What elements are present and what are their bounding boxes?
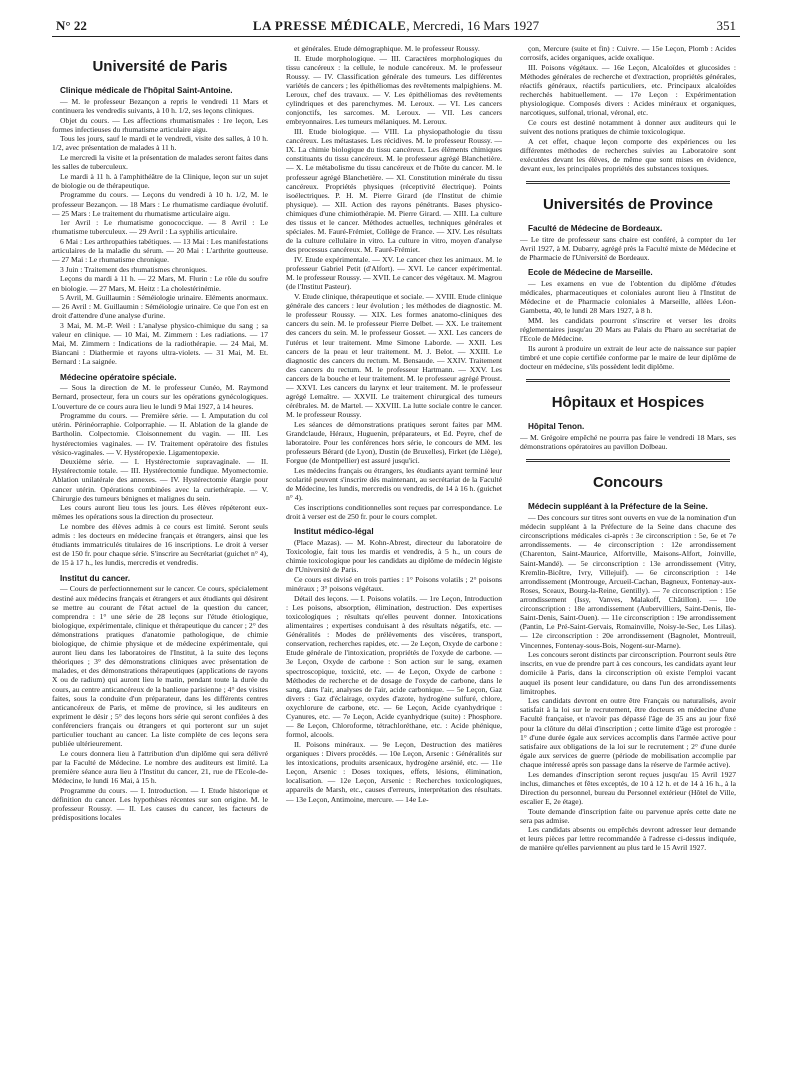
section-heading-hopitaux: Hôpitaux et Hospices [551,394,705,412]
paragraph: MM. les candidats pourront s'inscrire et verser les droits réglementaires jusqu'au 20 Mars au Palais du Pharo au secrétariat de l'Ecole de Médecine. [520,315,736,344]
paragraph: Les candidats devront en outre être Français ou naturalisés, avoir satisfait à la loi sur le recrutement, être docteurs en médecine d'une Faculté française, et n'avoir pas dépassé l'âge de 35 ans au jour fixé pour la clôture du délai d'inscription ; cette limite d'âge est prorogée : 1° d'une durée égale aux services accomplis dans l'armée active pour satisfaire aux obligations de la loi sur le recrutement ; 2° d'une durée égale aux services de guerre (période de mobilisation accomplie par chaque intéressé après son passage dans la réserve de l'armée active). [520,696,736,769]
paragraph: Détail des leçons. — I. Poisons volatils. — 1re Leçon, Introduction : Les poisons, absorption, élimination, destruction. Des expertises toxicologiques ; résultats qu'elles peuvent donner. Intoxications alimentaires ; expertises conduisant à des résultats négatifs, etc. — Généralités : Modes de prélèvements des viscères, transport, conservation, recherches rapides, etc. — 2e Leçon, Oxyde de carbone : Etude générale de l'intoxication, propriétés de l'oxyde de carbone. — 3e Leçon, Oxyde de carbone : Son action sur le sang, examen spectroscopique, toxicité, etc. — 4e Leçon, Oxyde de carbone : Méthodes de recherche et de dosage de l'oxyde de carbone, dans le sang, dans l'air, analyses de l'air, acide carbonique. — 5e Leçon, Gaz divers : Gaz d'éclairage, oxydes d'azote, hydrogène sulfuré, chlore, oxychlorure de carbone, etc. — 6e Leçon, Acide cyanhydrique : Cyanures, etc. — 7e Leçon, Acide cyanhydrique (suite) : Phosphore. — 8e Leçon, Chloroforme, tétrachloréthane, etc. : Acide phénique, formol, alcools. [286,593,502,740]
paragraph: Programme du cours. — I. Introduction. — I. Etude historique et définition du cancer. Les hypothèses récentes sur son origine. M. le professeur Roussy. — II. Les causes du cancer, les facteurs de prédispositions locales [52,785,268,823]
paragraph: (Place Mazas). — M. Kohn-Abrest, directeur du laboratoire de Toxicologie, fait tous les mardis et vendredis, à 5 h., un cours de chimie toxicologique pour les candidats au diplôme de médecin légiste de l'Université de Paris. [286,538,502,575]
paragraph: 3 Mai, M. M.-P. Weil : L'analyse physico-chimique du sang ; sa valeur en clinique. — 10 Mai, M. Zimmern : Les radiations. — 17 Mai, M. Zimmern : Indications de la radiothérapie. — 24 Mai, M. Biancani : Diathermie et rayons ultra-violets. — 31 Mai, M. Et. Bernard : La saignée. [52,320,268,367]
paragraph: III. Poisons végétaux. — 16e Leçon, Alcaloïdes et glucosides : Méthodes générales de recherche et d'extraction, propriétés générales, réactifs généraux, réactifs particuliers, etc. Principaux alcaloïdes recherchés habituellement. — 17e Leçon : Expérimentation physiologique. Composés divers : Acides minéraux et organiques, narcotiques, sulfonal, trional, véronal, etc. [520,62,736,118]
paragraph: Ils auront à produire un extrait de leur acte de naissance sur papier timbré et une copie certifiée conforme par le maire de leur diplôme de docteur en médecine, s'ils possèdent ledit diplôme. [520,343,736,372]
paragraph: Programme du cours. — Leçons du vendredi à 10 h. 1/2, M. le professeur Bezançon. — 18 Mars : Le rhumatisme cardiaque évolutif. — 25 Mars : Le traitement du rhumatisme articulaire aigu. [52,190,268,218]
institut-medico-legal-body [286,538,502,804]
medecin-suppleant-title: Médecin suppléant à la Préfecture de la Seine. [528,502,708,512]
paragraph: IV. Etude expérimentale. — XV. Le cancer chez les animaux. M. le professeur Gabriel Petit (d'Alfort). — XVI. Le cancer expérimental. M. le professeur Roussy. — XVII. Le cancer des végétaux. M. Magrou (de l'Institut Pasteur). [286,255,502,292]
section-heading-universite-paris: Université de Paris [92,58,228,75]
paragraph: Les médecins français ou étrangers, les étudiants ayant terminé leur scolarité peuvent s'inscrire dès maintenant, au secrétariat de la Faculté de Médecine, les lundis, mercredis ou vendredis, de 14 à 16 h. (guichet n° 4). [286,466,502,503]
paragraph: 1er Avril : Le rhumatisme gonococcique. — 8 Avril : Le rhumatisme tuberculeux. — 29 Avril : La syphilis articulaire. [52,218,268,237]
bordeaux-body: — Le titre de professeur sans chaire est conféré, à compter du 1er Avril 1927, à M. Dubarry, agrégé près la Faculté mixte de Médecine et de Pharmacie de l'Université de Bordeaux. [520,234,736,263]
marseille-body [520,279,736,371]
paragraph: Ces inscriptions conditionnelles sont reçues par correspondance. Le droit à verser est de 250 fr. pour le cours complet. [286,502,502,522]
paragraph: III. Etude biologique. — VIII. La physiopathologie du tissu cancéreux. Les métastases. Les récidives. M. le professeur Roussy. — IX. La chimie biologique du tissu cancéreux. Les éléments chimiques constituants du tissu cancéreux. M. le professeur agrégé Blanchetière. — X. Le métabolisme du tissu cancéreux et de l'hôte du cancer. M. le professeur agrégé Blanchetière. — XI. Constitution minérale du tissu cancéreux. Propriétés physiques (réceptivité électrique). Points isoélectriques. P. H. M. Pierre Girard (de l'Institut de chimie physique). — XII. Action des rayons pénétrants. Bases physico-chimiques d'une chimiothérapie. M. Pierre Girard. — XIII. La culture des tissus et le cancer. Méthodes actuelles, techniques générales et spéciales. M. Fauré-Frémiet, Collège de France. — XIV. Les résultats de la culture cellulaire in vitro. La culture in vitro, moyen d'analyse des processus cancéreux. M. Fauré-Frémiet. [286,126,502,255]
issue-number: N° 22 [56,18,87,33]
cancer-program-continued [286,44,502,521]
clinique-saint-antoine-body [52,97,268,367]
paragraph: II. Etude morphologique. — III. Caractères morphologiques du tissu cancéreux : la cellule, le nodule cancéreux. M. le professeur Roussy. — IV. Classification générale des tumeurs. Les différentes variétés de cancers ; les épithéliomas des revêtements malpighiens. M. Leroux, chef des travaux. — V. Les épithéliomas des revêtements cylindriques et des parenchymes. M. Leroux. — VI. Les cancers conjonctifs, les sarcomes. M. Leroux. — VII. Les cancers embryonnaires. Les tumeurs mélaniques. M. Leroux. [286,53,502,127]
institut-cancer-title: Institut du cancer. [60,573,131,583]
paragraph: 6 Mai : Les arthropathies tabétiques. — 13 Mai : Les manifestations articulaires de la maladie du sérum. — 20 Mai : L'arthrite goutteuse. — 27 Mai : Le rhumatisme chronique. [52,236,268,265]
paragraph: — Cours de perfectionnement sur le cancer. Ce cours, spécialement destiné aux médecins français et étrangers et aux étudiants qui désirent se mettre au courant de l'état actuel de la question du cancer, comprendra : 1° une série de 28 leçons sur l'étude étiologique, biologique, expérimentale, clinique et thérapeutique du cancer ; 2° des démonstrations pratiques d'anatomie pathologique, de chimie biologique, de chimie physique et de médecine expérimentale, qui auront lieu dans les laboratoires de l'Institut, à la suite des leçons théoriques ; 3° des démonstrations cliniques avec présentation de malades, et des démonstrations thérapeutiques (applications de rayons X ou de radium) qui auront lieu le matin, pendant toute la durée du cours, au centre anticancéreux de la banlieue parisienne ; 4° des visites faites, sous la conduite d'un préparateur, dans les différents centres anticancéreux de Paris, et même de province, si les auditeurs en expriment le désir ; 5° des leçons hors série qui seront confiées à des conférenciers français ou étrangers et qui porteront sur un sujet particulier touchant au cancer. La liste complète de ces leçons sera publiée ultérieurement. [52,584,268,749]
paragraph: Le mardi à 11 h. à l'amphithéâtre de la Clinique, leçon sur un sujet de biologie ou de thérapeutique. [52,171,268,190]
paragraph: Leçons du mardi à 11 h. — 22 Mars, M. Flurin : Le rôle du soufre en biologie. — 27 Mars, M. Heitz : La cholestérinémie. [52,274,268,293]
paragraph: V. Etude clinique, thérapeutique et sociale. — XVIII. Etude clinique générale des cancers : leur évolution ; les méthodes de diagnostic. M. le professeur Roussy. — XIX. Les formes anatomo-cliniques des cancers du sein. M. le professeur Pierre Delbet. — XX. Le traitement des cancers du sein. M. le professeur Gosset. — XXI. Les cancers de l'utérus et leur traitement. Mme Simone Laborde. — XXII. Les cancers de la peau et leur traitement. M. J. Belot. — XXIII. Le diagnostic des cancers du rectum. M. Bensaude. — XXIV. Traitement des cancers du rectum. M. le professeur Hartmann. — XXV. Les cancers de la bouche et leur traitement. M. le professeur agrégé Proust. — XXVI. Les cancers du larynx et leur traitement. M. le professeur agrégé Lemaître. — XXVII. Le traitement chirurgical des tumeurs cérébrales. M. de Martel. — XXVIII. La lutte sociale contre le cancer. M. le professeur Roussy. [286,291,502,420]
paragraph: Toute demande d'inscription faite ou parvenue après cette date ne sera pas admise. [520,806,736,825]
paragraph: Ce cours est destiné notamment à donner aux auditeurs qui le suivent des notions pratiques de chimie toxicologique. [520,117,736,136]
paragraph: Les concours seront distincts par circonscription. Pourront seuls être inscrits, en vue de prendre part à ces concours, les candidats ayant leur domicile à Paris, dans la circonscription où existe l'emploi vacant auquel ils posent leur candidature, ou dans l'un des arrondissements limitrophes. [520,650,736,696]
paragraph: Le mercredi la visite et la présentation de malades seront faites dans les salles de tuberculeux. [52,153,268,172]
medecine-operatoire-body [52,383,268,567]
paragraph: çon, Mercure (suite et fin) : Cuivre. — 15e Leçon, Plomb : Acides corrosifs, acides organiques, acide oxalique. [520,44,736,63]
hopital-tenon-title: Hôpital Tenon. [528,422,585,432]
column-2 [286,44,502,1068]
paragraph: — Les examens en vue de l'obtention du diplôme d'études médicales, pharmaceutiques et coloniales auront lieu à l'Institut de Médecine et de Pharmacie coloniales à Marseille, allées Léon-Gambetta, 40, le lundi 28 Mars 1927, à 8 h. [520,279,736,316]
paragraph: Le nombre des élèves admis à ce cours est limité. Seront seuls admis : les docteurs en médecine français et étrangers, ainsi que les étudiants immatriculés titulaires de 16 inscriptions. Le droit à verser est de 150 fr. pour chaque série. S'inscrire au Secrétariat (guichet n° 4), de 15 à 17 h., les lundis, mercredis et vendredis. [52,522,268,568]
bordeaux-title: Faculté de Médecine de Bordeaux. [528,224,663,234]
paragraph: Deuxième série. — I. Hystérectomie supravaginale. — II. Hystérectomie totale. — III. Hystérectomie fundique. Myomectomie. Ablation unilatérale des annexes. — IV. Hystérectomie élargie pour cancer utérin. Opérations combinées avec la curiethérapie. — V. Chirurgie des tumeurs bénignes et malignes du sein. [52,457,268,503]
paragraph: A cet effet, chaque leçon comporte des expériences ou les différentes méthodes de recherches suivies au Laboratoire sont exécutées devant les élèves, de même que sont mises en évidence, devant eux, les principales propriétés des substances toxiques. [520,136,736,173]
paragraph: — Sous la direction de M. le professeur Cunéo, M. Raymond Bernard, prosecteur, fera un cours sur les opérations gynécologiques. L'ouverture de ce cours aura lieu le lundi 9 Mai 1927, à 14 heures. [52,383,268,411]
issue-date: Mercredi, 16 Mars 1927 [412,18,540,33]
paragraph: et générales. Etude démographique. M. le professeur Roussy. [294,44,480,53]
paragraph: — M. le professeur Bezançon a repris le vendredi 11 Mars et continuera les vendredis suivants, à 10 h. 1/2, ses leçons cliniques. [52,96,268,115]
paragraph: 5 Avril, M. Guillaumin : Séméiologie urinaire. Eléments anormaux. — 26 Avril : M. Guillaumin : Séméiologie urinaire. Ce que l'on est en droit d'attendre d'une analyse d'urine. [52,293,268,321]
paragraph: Les demandes d'inscription seront reçues jusqu'au 15 Avril 1927 inclus, dimanches et fêtes exceptés, de 10 à 12 h. et de 14 à 16 h., à la Direction du personnel, bureau du Personnel extérieur (Hôtel de Ville, escalier E, 2e étage). [520,769,736,806]
paragraph: Les cours auront lieu tous les jours. Les élèves répéteront eux-mêmes les opérations sous la direction du prosecteur. [52,503,268,522]
paragraph: Programme du cours. — Première série. — I. Amputation du col utérin. Périnéorraphie. Colporraphie. — II. Ablation de la glande de Bartholin. Colpectomie. Cloisonnement du vagin. — III. Les hystérectomies vaginales. — IV. Traitement opératoire des fistules vésico-vaginales. — V. Hystéropexie. Ligamentopexie. [52,411,268,457]
section-divider [526,379,730,382]
section-heading-universites-province: Universités de Province [542,196,714,214]
medecin-suppleant-body [520,513,736,853]
paragraph: Tous les jours, sauf le mardi et le vendredi, visite des salles, à 10 h. 1/2, avec présentation de malades à 11 h. [52,134,268,153]
paragraph: Le cours donnera lieu à l'attribution d'un diplôme qui sera délivré par la Faculté de Médecine. Le nombre des auditeurs est limité. La première séance aura lieu à l'Institut du cancer, 21, rue de l'Ecole-de-Médecine, le lundi 16 Mai, à 15 h. [52,748,268,786]
paragraph: Objet du cours. — Les affections rhumatismales : 1re leçon, Les formes infectieuses du rhumatisme articulaire aigu. [52,115,268,134]
paragraph: Les candidats absents ou empêchés devront adresser leur demande et leurs pièces par lettre recommandée à l'adresse ci-dessus indiquée, de manière qu'elles parviennent au plus tard le 15 Avril 1927. [520,825,736,853]
marseille-title: Ecole de Médecine de Marseille. [528,268,653,278]
toxicology-continued [520,44,736,173]
paragraph: Ce cours est divisé en trois parties : 1° Poisons volatils ; 2° poisons minéraux ; 3° poisons végétaux. [286,574,502,594]
paragraph: 3 Juin : Traitement des rhumatismes chroniques. [60,264,208,274]
page-number: 351 [716,18,736,33]
column-1 [52,44,268,1068]
hopital-tenon-body: — M. Grégoire empêché ne pourra pas faire le vendredi 18 Mars, ses démonstrations opératoires au pavillon Dolbeau. [520,432,736,452]
institut-cancer-body [52,584,268,822]
section-divider [526,459,730,462]
column-3 [520,44,736,1068]
paragraph: II. Poisons minéraux. — 9e Leçon, Destruction des matières organiques : Divers procédés. — 10e Leçon, Arsenic : Généralités sur les intoxications, produits arsenicaux, hydrogène arsénié, etc. — 11e Leçon, Arsenic : Doses toxiques, effets, lésions, élimination, localisation. — 12e Leçon, Arsenic : Recherches toxicologiques, appareils de Marsh, etc., causes d'erreurs, interprétation des résultats. — 13e Leçon, Antimoine, mercure. — 14e Le- [286,739,502,804]
section-divider [526,181,730,184]
journal-title: LA PRESSE MÉDICALE [252,18,407,33]
page-header [52,14,740,37]
clinique-saint-antoine-title: Clinique médicale de l'hôpital Saint-Antoine. [60,86,233,95]
section-heading-concours: Concours [592,474,663,492]
medecine-operatoire-title: Médecine opératoire spéciale. [60,372,177,382]
paragraph: Les séances de démonstrations pratiques seront faites par MM. Grandclaude, Héraux, Huguenin, préparateurs, et Ed. Peyre, chef de laboratoire. Pour les conférences hors série, le concours de MM. les professeurs Bérard (de Lyon), Dustin (de Bruxelles), Firket (de Liège), Forgue (de Montpellier) est assuré jusqu'ici. [286,419,502,466]
journal-title-line: LA PRESSE MÉDICALE, Mercredi, 16 Mars 1927 [252,18,540,33]
institut-medico-legal-title: Institut médico-légal [294,527,374,537]
paragraph: — Des concours sur titres sont ouverts en vue de la nomination d'un médecin suppléant à la Préfecture de la Seine dans chacune des circonscriptions médicales ci-après : 3e circonscription : 5e, 6e et 7e arrondissements. — 4e circonscription : 12e arrondissement (Charenton, Saint-Maurice, Alfortville, Maisons-Alfort, Joinville, Saint-Mandé). — 5e circonscription : 13e arrondissement (Vitry, Kremlin-Bicêtre, Ivry, Villejuif). — 6e circonscription : 14e arrondissement (Montrouge, Arcueil-Cachan, Bagneux, Fontenay-aux-Roses, Sceaux, Bourg-la-Reine, Gentilly). — 7e circonscription : 15e arrondissement (Issy, Vanves, Malakoff, Châtillon). — 10e circonscription : 18e arrondissement (Aubervilliers, Saint-Denis, Ile-Saint-Denis, Saint-Ouen). — 11e circonscription : 19e arrondissement (Pantin, Le Pré-Saint-Gervais, Romainville, Noisy-le-Sec, Les Lilas). — 12e circonscription : 20e arrondissement (Bagnolet, Montreuil, Vincennes, Fontenay-sous-Bois, Nogent-sur-Marne). [520,513,736,650]
